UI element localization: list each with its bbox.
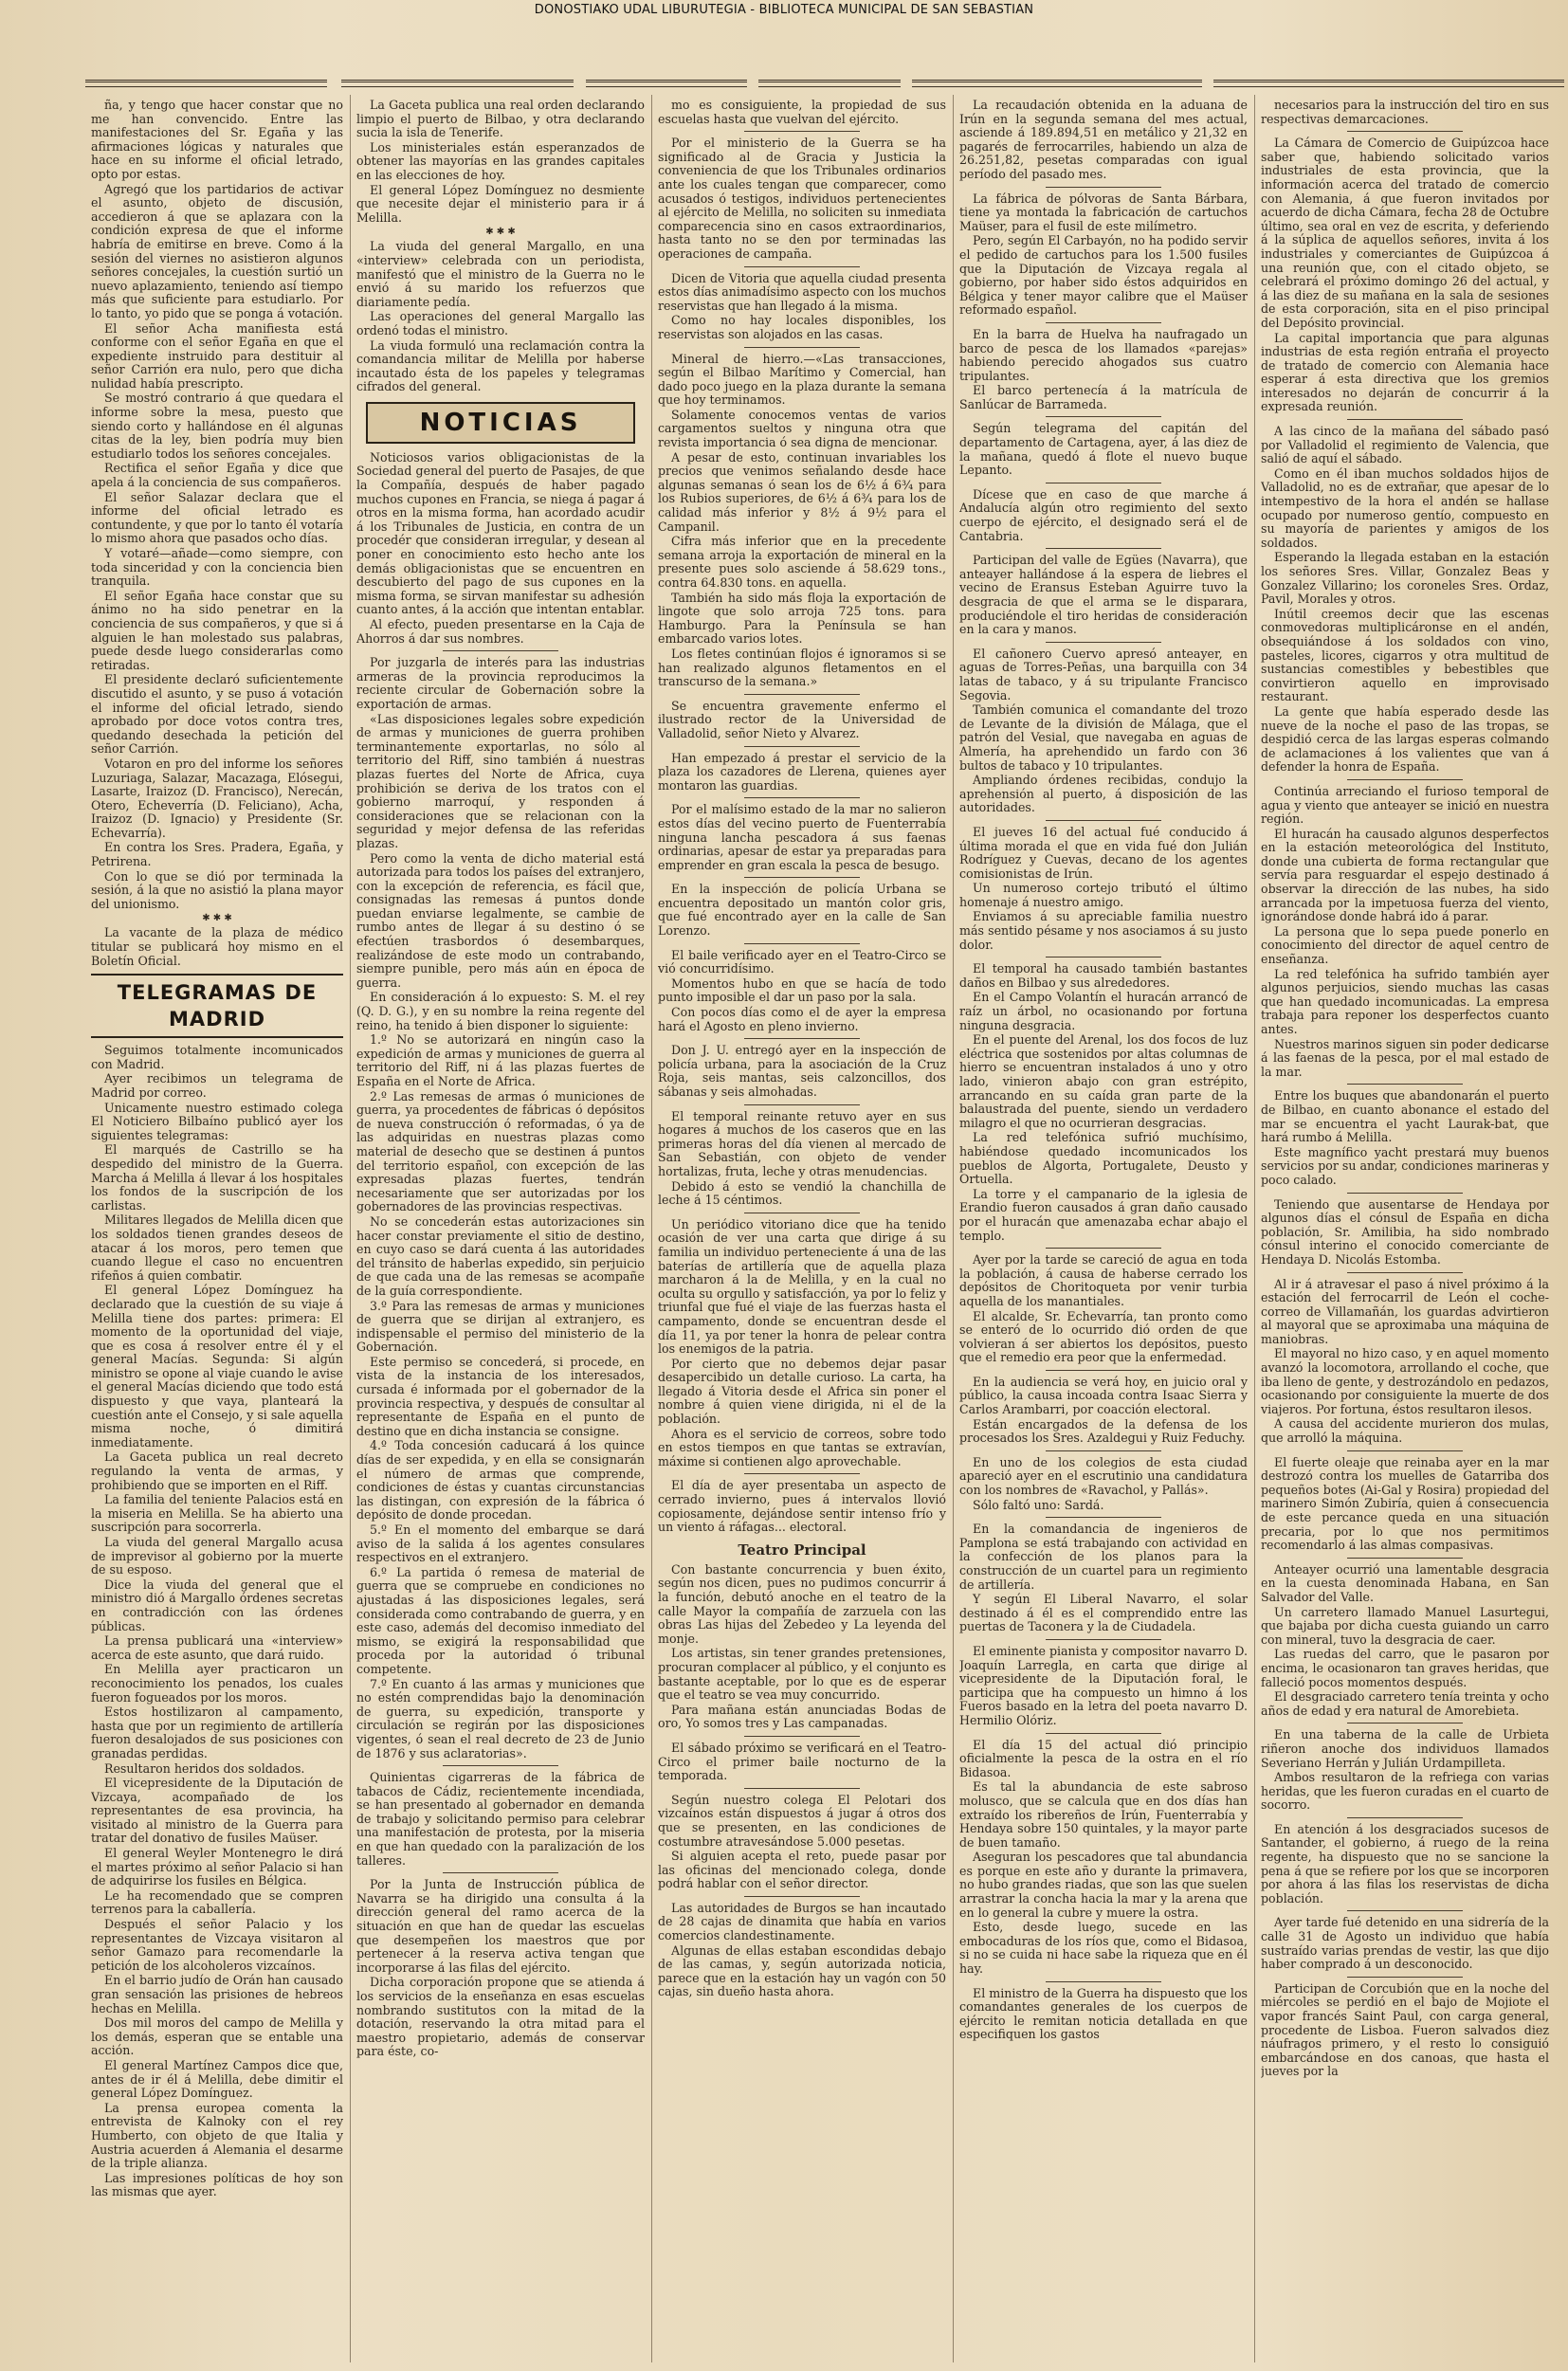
paragraph: Pero como la venta de dicho material está autorizada para todos los países del extranjero, con la excepción de referencia, es fácil que, consignadas las remesas á puntos donde puedan enviarse legalmente, se cambie de rumbo antes de llegar á su destino ó se efectúen trasbordos ó desembarques, realizándose de este modo un contrabando, siempre punible, pero más aún en época de guerra. [356, 850, 645, 990]
separator [744, 943, 860, 944]
paragraph: 2.º Las remesas de armas ó municiones de guerra, ya procedentes de fábricas ó depósitos de nueva construcción ó reformadas, ó ya de las adquiridas en nuestras plazas como material de desecho que se destinen á puntos del territorio español, con excepción de las expresadas plazas fuertes, tendrán necesariamente que ser autorizadas por los gobernadores de las provincias respectivas. [356, 1088, 645, 1214]
paragraph: Teniendo que ausentarse de Hendaya por algunos días el cónsul de España en dicha población, Sr. Amilibia, ha sido nombrado cónsul interino el conocido comerciante de Hendaya D. Nicolás Estomba. [1261, 1196, 1549, 1267]
paragraph: Dos mil moros del campo de Melilla y los demás, esperan que se entable una acción. [91, 2015, 343, 2058]
separator [744, 694, 860, 695]
paragraph: Entre los buques que abandonarán el puerto de Bilbao, en cuanto abonance el estado del mar se encuentra el yacht Laurak-bat, que hará rumbo á Melilla. [1261, 1088, 1549, 1145]
paragraph: Dicha corporación propone que se atienda á los servicios de la enseñanza en esas escuelas nombrando sustitutos con la mitad de la dotación, reservando la otra mitad para el maestro propietario, además de conservar para éste, co- [356, 1975, 645, 2059]
separator [1347, 1977, 1463, 1978]
column-rule [953, 95, 954, 2362]
teatro-principal-heading: Teatro Principal [738, 1541, 866, 1559]
paragraph: Por la Junta de Instrucción pública de Navarra se ha dirigido una consulta á la dirección general del ramo acerca de la situación en que han de quedar las escuelas que desempeñen los maestros que por pertenecer á la reserva activa tengan que incorporarse á las filas del ejército. [356, 1877, 645, 1975]
paragraph: En la audiencia se verá hoy, en juicio oral y público, la causa incoada contra Isaac Sierra y Carlos Arambarri, por coacción electoral. [959, 1374, 1248, 1417]
paragraph: La torre y el campanario de la iglesia de Erandio fueron causados á gran daño causado por el huracán que amenazaba echar abajo el templo. [959, 1186, 1248, 1243]
column-4 [959, 99, 1248, 2362]
paragraph: Según telegrama del capitán del departamento de Cartagena, ayer, á las diez de la mañana, quedó á flote el nuevo buque Lepanto. [959, 421, 1248, 478]
separator [1347, 1450, 1463, 1451]
separator [1046, 187, 1161, 188]
paragraph: Con lo que se dió por terminada la sesión, á la que no asistió la plana mayor del unionismo. [91, 868, 343, 911]
paragraph: En el Campo Volantín el huracán arrancó de raíz un árbol, no ocasionando por fortuna ninguna desgracia. [959, 990, 1248, 1032]
paragraph: Pero, según El Carbayón, no ha podido servir el pedido de cartuchos para los 1.500 fusiles que la Diputación de Vizcaya regala al gobierno, por haber sido éstos adquiridos en Bélgica y tener mayor calibre que el Maüser reformado español. [959, 233, 1248, 318]
paragraph: 4.º Toda concesión caducará á los quince días de ser expedida, y en ella se consignarán el número de armas que comprende, condiciones de éstas y cuantas circunstancias las distingan, con expresión de la fábrica ó depósito de donde procedan. [356, 1438, 645, 1523]
paragraph: Ayer recibimos un telegrama de Madrid por correo. [91, 1071, 343, 1100]
paragraph: El eminente pianista y compositor navarro D. Joaquín Larregla, en carta que dirige al vicepresidente de la Diputación foral, le participa que ha compuesto un himno á los Fueros basado en la letra del poeta navarro D. Hermilio Olóriz. [959, 1643, 1248, 1727]
paragraph: Y votaré—añade—como siempre, con toda sinceridad y con la conciencia bien tranquila. [91, 546, 343, 589]
paragraph: Han empezado á prestar el servicio de la plaza los cazadores de Llerena, quienes ayer montaron las guardias. [658, 750, 946, 793]
paragraph: Con pocos días como el de ayer la empresa hará el Agosto en pleno invierno. [658, 1005, 946, 1033]
separator [1347, 1084, 1463, 1085]
paragraph: El día 15 del actual dió principio oficialmente la pesca de la ostra en el río Bidasoa. [959, 1737, 1248, 1779]
separator [744, 746, 860, 747]
paragraph: La viuda formuló una reclamación contra la comandancia militar de Melilla por haberse incautado ésta de los papeles y telegramas cifrados del general. [356, 337, 645, 394]
column-rule [651, 95, 652, 2362]
paragraph: La Cámara de Comercio de Guipúzcoa hace saber que, habiendo solicitado varios industriales de esta provincia, que la información acerca del tratado de comercio con Alemania, á que fueron invitados por acuerdo de dicha Cámara, fecha 28 de Octubre último, sea oral en vez de escrita, y deferiendo á la súplica de aquellos señores, invita á los industriales y comerciantes de Guipúzcoa á una reunión que, con el citado objeto, se celebrará el próximo domingo 26 del actual, y á las diez de su mañana en la sala de sesiones de esta corporación, sita en el piso principal del Depósito provincial. [1261, 136, 1549, 330]
paragraph: Esto, desde luego, sucede en las embocaduras de los ríos que, como el Bidasoa, si no se cuida ni hace sabe la riqueza que en él hay. [959, 1920, 1248, 1977]
column-rule [1254, 95, 1255, 2362]
paragraph: Por el malísimo estado de la mar no salieron estos días del vecino puerto de Fuenterrabía ninguna lancha pescadora á sus faenas ordinarias, apesar de estar ya preparadas para emprender en gran escala la pesca de besugo. [658, 802, 946, 872]
paragraph: 7.º En cuanto á las armas y municiones que no estén comprendidas bajo la denominación de guerra, su expedición, transporte y circulación se regirán por las disposiciones vigentes, ó sean el real decreto de 23 de Junio de 1876 y sus aclaratorias». [356, 1676, 645, 1760]
paragraph: También comunica el comandante del trozo de Levante de la división de Málaga, que el patrón del Vesial, que navegaba en aguas de Almería, ha aprehendido un fardo con 36 bultos de tabaco y 10 tripulantes. [959, 702, 1248, 773]
paragraph: ña, y tengo que hacer constar que no me han convencido. Entre las manifestaciones del Sr. Egaña y las afirmaciones lógicas y naturales que hace en su informe el oficial letrado, opto por estas. [91, 99, 343, 181]
separator [744, 347, 860, 348]
paragraph: La familia del teniente Palacios está en la miseria en Melilla. Se ha abierto una suscripción para socorrerla. [91, 1492, 343, 1535]
separator [744, 1473, 860, 1474]
paragraph: Rectifica el señor Egaña y dice que apela á la conciencia de sus compañeros. [91, 461, 343, 490]
separator [1046, 1981, 1161, 1982]
separator [744, 797, 860, 798]
paragraph: No se concederán estas autorizaciones sin hacer constar previamente el sitio de destino, en cuyo caso se dará cuenta á las autoridades del tránsito de haberlas expedido, sin perjuicio de que cada una de las remesas se acompañe de la guía correspondiente. [356, 1213, 645, 1298]
paragraph: Aseguran los pescadores que tal abundancia es porque en este año y durante la primavera, no hubo grandes riadas, que son las que suelen arrastrar la concha hacia la mar y la arena que en lo general la cubre y muere la ostra. [959, 1850, 1248, 1920]
paragraph: mo es consiguiente, la propiedad de sus escuelas hasta que vuelvan del ejército. [658, 99, 946, 126]
separator [1046, 548, 1161, 549]
separator [744, 1104, 860, 1105]
paragraph: Los artistas, sin tener grandes pretensiones, procuran complacer al público, y el conjunto es bastante aceptable, por lo que es de esperar que el teatro se vea muy concurrido. [658, 1646, 946, 1703]
paragraph: El ministro de la Guerra ha dispuesto que los comandantes generales de los cuerpos de ejército le remitan noticia detallada en que especifiquen los gastos [959, 1985, 1248, 2042]
separator [1046, 1733, 1161, 1734]
paragraph: En el puente del Arenal, los dos focos de luz eléctrica que sostenidos por altas columnas de hierro se encuentran instalados á uno y otro lado, vinieron abajo con gran estrépito, arrancando en su caída gran parte de la balaustrada del puente, siendo un verdadero milagro el que no ocurrieran desgracias. [959, 1032, 1248, 1130]
separator [744, 1736, 860, 1737]
separator [1046, 322, 1161, 323]
paragraph: La vacante de la plaza de médico titular se publicará hoy mismo en el Boletín Oficial. [91, 925, 343, 968]
paragraph: Los fletes continúan flojos é ignoramos si se han realizado algunos fletamentos en el transcurso de la semana.» [658, 646, 946, 689]
paragraph: Esperando la llegada estaban en la estación los señores Sres. Villar, Gonzalez Beas y Gonzalez Villarino; los coroneles Sres. Ordaz, Pavil, Morales y otros. [1261, 550, 1549, 607]
separator [744, 266, 860, 267]
paragraph: Un numeroso cortejo tributó el último homenaje á nuestro amigo. [959, 881, 1248, 909]
paragraph: Votaron en pro del informe los señores Luzuriaga, Salazar, Macazaga, Elósegui, Lasarte, Iraizoz (D. Francisco), Nerecán, Otero, Echeverría (D. Feliciano), Acha, Iraizoz (D. Ignacio) y Presidente (Sr. Echevarría). [91, 756, 343, 840]
paragraph: Sólo faltó uno: Sardá. [973, 1497, 1104, 1512]
paragraph: La Gaceta publica una real orden declarando limpio el puerto de Bilbao, y otra declarando sucia la isla de Tenerife. [356, 99, 645, 140]
paragraph: Y según El Liberal Navarro, el solar destinado á él es el comprendido entre las puertas de Taconera y la de Ciudadela. [959, 1592, 1248, 1634]
paragraph: Dice la viuda del general que el ministro dió á Margallo órdenes secretas en contradicción con las órdenes públicas. [91, 1577, 343, 1633]
paragraph: Debido á esto se vendió la chanchilla de leche á 15 céntimos. [658, 1178, 946, 1208]
separator [1347, 1272, 1463, 1273]
column-2 [356, 99, 645, 2362]
paragraph: Un periódico vitoriano dice que ha tenido ocasión de ver una carta que dirige á su familia un individuo perteneciente á una de las baterías de artillería que de aquella plaza marcharon á la de Melilla, y en la cual no oculta su orgullo y satisfacción, ya por lo feliz y triunfal que fué el viaje de las fuerzas hasta el campamento, donde se encuentran desde el día 11, ya por tener la honra de pelear contra los enemigos de la patria. [658, 1216, 946, 1357]
paragraph: Enviamos á su apreciable familia nuestro más sentido pésame y nos asociamos á su justo dolor. [959, 909, 1248, 952]
paragraph: El barco pertenecía á la matrícula de Sanlúcar de Barrameda. [959, 383, 1248, 411]
paragraph: Con bastante concurrencia y buen éxito, según nos dicen, pues no pudimos concurrir á la función, debutó anoche en el teatro de la calle Mayor la compañía de zarzuela con las obras Las hijas del Zebedeo y La leyenda del monje. [658, 1561, 946, 1646]
paragraph: La gente que había esperado desde las nueve de la noche el paso de las tropas, se despidió cerca de las largas esperas colmando de aclamaciones á los valientes que van á defender la honra de España. [1261, 703, 1549, 775]
paragraph: El temporal ha causado también bastantes daños en Bilbao y sus alrededores. [959, 961, 1248, 990]
paragraph: Nuestros marinos siguen sin poder dedicarse á las faenas de la pesca, por el mal estado de la mar. [1261, 1036, 1549, 1079]
paragraph: Estos hostilizaron al campamento, hasta que por un regimiento de artillería fueron desalojados de sus posiciones con granadas perdidas. [91, 1705, 343, 1760]
paragraph: Continúa arreciando el furioso temporal de agua y viento que anteayer se inició en nuestra región. [1261, 783, 1549, 827]
paragraph: Al ir á atravesar el paso á nivel próximo á la estación del ferrocarril de León el coche-correo de Villamañán, los guardas advirtieron al mayoral que se aproximaba una máquina de maniobras. [1261, 1276, 1549, 1346]
separator [744, 877, 860, 878]
paragraph: El desgraciado carretero tenía treinta y ocho años de edad y era natural de Amorebieta. [1261, 1689, 1549, 1718]
paragraph: La Gaceta publica un real decreto regulando la venta de armas, y prohibiendo que se importen en el Riff. [91, 1450, 343, 1492]
column-rule [350, 95, 351, 2362]
paragraph: Cifra más inferior que en la precedente semana arroja la exportación de mineral en la presente pues solo asciende á 58.629 tons., contra 64.830 tons. en aquella. [658, 534, 946, 590]
paragraph: Por el ministerio de la Guerra se ha significado al de Gracia y Justicia la conveniencia de que los Tribunales ordinarios ante los cuales tengan que comparecer, como acusados ó testigos, individuos pertenecientes al ejército de Melilla, no soliciten su inmediata comparecencia sino en casos extraordinarios, hasta tanto no se den por terminadas las operaciones de campaña. [658, 136, 946, 261]
paragraph: Este permiso se concederá, si procede, en vista de la instancia de los interesados, cursada é informada por el gobernador de la provincia respectiva, y después de consultar al representante de España en el punto de destino que en dicha instancia se consigne. [356, 1354, 645, 1438]
paragraph: Después el señor Palacio y los representantes de Vizcaya visitaron al señor Gamazo para recomendarle la petición de los alcoholeros vizcaínos. [91, 1917, 343, 1973]
paragraph: A pesar de esto, continuan invariables los precios que venimos señalando desde hace algunas semanas ó sean los de 6½ á 6¾ para los Rubios superiores, de 6½ á 6¾ para los de calidad más inferior y 8½ á 9½ para el Campanil. [658, 449, 946, 534]
star-separator: ✱ ✱ ✱ [485, 227, 516, 238]
paragraph: El cañonero Cuervo apresó anteayer, en aguas de Torres-Peñas, una barquilla con 34 latas de tabaco, y á su tripulante Francisco Segovia. [959, 646, 1248, 702]
separator [443, 1765, 558, 1766]
paragraph: Noticiosos varios obligacionistas de la Sociedad general del puerto de Pasajes, de que la Compañía, después de haber pagado muchos cupones en Francia, se niega á pagar á otros en la misma forma, han acordado acudir á los Tribunales de Justicia, en contra de un procedér que consideran irregular, y desean al poner en conocimiento esto hecho ante los demás obligacionistas que se encuentren en descubierto del pago de sus cupones en la misma forma, se sirvan manifestar su adhesión cuanto antes, á la acción que intentan entablar. [356, 449, 645, 617]
column-3 [658, 99, 946, 2362]
star-separator: ✱ ✱ ✱ [202, 913, 232, 924]
separator [1347, 1817, 1463, 1818]
paragraph: Dícese que en caso de que marche á Andalucía algún otro regimiento del sexto cuerpo de ejército, el designado será el de Cantabria. [959, 486, 1248, 543]
paragraph: El marqués de Castrillo se ha despedido del ministro de la Guerra. Marcha á Melilla á llevar á los hospitales los fondos de la suscripción de los carlistas. [91, 1142, 343, 1213]
paragraph: La viuda del general Margallo, en una «interview» celebrada con un periodista, manifestó que el ministro de la Guerra no le envió á su marido los refuerzos que diariamente pedía. [356, 239, 645, 309]
paragraph: Resultaron heridos dos soldados. [104, 1760, 305, 1776]
paragraph: Según nuestro colega El Pelotari dos vizcaínos están dispuestos á jugar á otros dos que se presenten, en las condiciones de costumbre atravesándose 5.000 pesetas. [658, 1792, 946, 1849]
paragraph: La prensa europea comenta la entrevista de Kalnoky con el rey Humberto, con objeto de que Italia y Austria acuerden á Alemania el desarme de la triple alianza. [91, 2100, 343, 2171]
paragraph: También ha sido más floja la exportación de lingote que solo arroja 725 tons. para Hamburgo. Para la Península se han embarcado varios lotes. [658, 590, 946, 647]
separator [1046, 1248, 1161, 1249]
paragraph: Se encuentra gravemente enfermo el ilustrado rector de la Universidad de Valladolid, señor Nieto y Alvarez. [658, 698, 946, 740]
paragraph: Mineral de hierro.—«Las transacciones, según el Bilbao Marítimo y Comercial, han dado poco juego en la plaza durante la semana que hoy terminamos. [658, 351, 946, 408]
paragraph: Por juzgarla de interés para las industrias armeras de la provincia reproducimos la reciente circular de Gobernación sobre la exportación de armas. [356, 655, 645, 711]
paragraph: 1.º No se autorizará en ningún caso la expedición de armas y municiones de guerra al territorio del Riff, ni á las plazas fuertes de España en el Norte de Africa. [356, 1032, 645, 1088]
paragraph: En la inspección de policía Urbana se encuentra depositado un mantón color gris, que fué encontrado ayer en la calle de San Lorenzo. [658, 882, 946, 939]
paragraph: Dicen de Vitoria que aquella ciudad presenta estos días animadísimo aspecto con los muchos reservistas que han llegado á la misma. [658, 270, 946, 313]
paragraph: En contra los Sres. Pradera, Egaña, y Petrirena. [91, 840, 343, 869]
paragraph: Agregó que los partidarios de activar el asunto, objeto de discusión, accedieron á que se aplazara con la condición expresa de que el informe habría de emitirse en breve. Como á la sesión del viernes no asistieron algunos señores concejales, la cuestión surtió un nuevo aplazamiento, teniendo así tiempo más que suficiente para estudiarlo. Por lo tanto, yo pido que se ponga á votación. [91, 181, 343, 320]
paragraph: En la barra de Huelva ha naufragado un barco de pesca de los llamados «parejas» habiendo perecido ahogados sus cuatro tripulantes. [959, 326, 1248, 383]
paragraph: Ampliando órdenes recibidas, condujo la aprehensión al puerto, á disposición de las autoridades. [959, 773, 1248, 815]
separator [1347, 1193, 1463, 1194]
paragraph: Se mostró contrario á que quedara el informe sobre la mesa, puesto que siendo corto y hallándose en él algunas citas de la ley, bien podría muy bien estudiarlo todos los señores concejales. [91, 391, 343, 461]
paragraph: necesarios para la instrucción del tiro en sus respectivas demarcaciones. [1261, 99, 1549, 126]
separator [1046, 1639, 1161, 1640]
separator [744, 1788, 860, 1789]
noticias-headline: NOTICIAS [366, 402, 635, 444]
paragraph: Algunas de ellas estaban escondidas debajo de las camas, y, según autorizada noticia, parece que en la estación hay un vagón con 50 cajas, sin dueño hasta ahora. [658, 1942, 946, 1999]
paragraph: Solamente conocemos ventas de varios cargamentos sueltos y ninguna otra que revista importancia ó sea digna de mencionar. [658, 407, 946, 450]
paragraph: Unicamente nuestro estimado colega El Noticiero Bilbaíno publicó ayer los siguientes telegramas: [91, 1100, 343, 1142]
paragraph: El general López Domínguez ha declarado que la cuestión de su viaje á Melilla tiene dos partes: primera: El momento de la oportunidad del viaje, que es cosa á resolver entre él y el general Macías. Segunda: Si algún ministro se opone al viaje cuando le avise el general Macías diciendo que todo está dispuesto y que vaya, planteará la cuestión ante el Consejo, y si sale aquella misma noche, ó dimitirá inmediatamente. [91, 1283, 343, 1450]
paragraph: A causa del accidente murieron dos mulas, que arrolló la máquina. [1261, 1416, 1549, 1446]
paragraph: El general López Domínguez no desmiente que necesite dejar el ministerio para ir á Melilla. [356, 182, 645, 225]
paragraph: 6.º La partida ó remesa de material de guerra que se compruebe en condiciones no ajustadas á las disposiciones legales, será considerada como contrabando de guerra, y en este caso, además del decomiso inmediato del mismo, se exigirá la responsabilidad que proceda por la autoridad ó tribunal competente. [356, 1564, 645, 1676]
paragraph: La red telefónica ha sufrido también ayer algunos perjuicios, siendo muchas las casas que han quedado incomunicadas. La empresa trabaja para reponer los desperfectos cuanto antes. [1261, 966, 1549, 1036]
paragraph: El alcalde, Sr. Echevarría, tan pronto como se enteró de lo ocurrido dió orden de que volvieran á ser abiertos los depósitos, puesto que el remedio era peor que la enfermedad. [959, 1308, 1248, 1365]
paragraph: Este magnífico yacht prestará muy buenos servicios por su andar, condiciones marineras y poco calado. [1261, 1144, 1549, 1187]
paragraph: Al efecto, pueden presentarse en la Caja de Ahorros á dar sus nombres. [356, 617, 645, 646]
paragraph: 3.º Para las remesas de armas y municiones de guerra que se dirijan al extranjero, es indispensable el permiso del ministerio de la Gobernación. [356, 1298, 645, 1355]
paragraph: La prensa publicará una «interview» acerca de este asunto, que dará ruido. [91, 1633, 343, 1662]
paragraph: El sábado próximo se verificará en el Teatro-Circo el primer baile nocturno de la temporada. [658, 1740, 946, 1783]
separator [1046, 1517, 1161, 1518]
separator [1347, 1558, 1463, 1559]
paragraph: Anteayer ocurrió una lamentable desgracia en la cuesta denominada Habana, en San Salvador del Valle. [1261, 1561, 1549, 1604]
paragraph: El jueves 16 del actual fué conducido á última morada el que en vida fué don Julián Rodríguez y Cuevas, decano de los agentes comisionistas de Irún. [959, 824, 1248, 881]
paragraph: El presidente declaró suficientemente discutido el asunto, y se puso á votación el informe del oficial letrado, siendo aprobado por doce votos contra tres, quedando desechada la petición del señor Carrión. [91, 672, 343, 757]
paragraph: La red telefónica sufrió muchísimo, habiéndose quedado incomunicados los pueblos de Algorta, Portugalete, Deusto y Ortuella. [959, 1130, 1248, 1187]
paragraph: Ahora es el servicio de correos, sobre todo en estos tiempos en que tantas se extravían, máxime si contienen algo aprovechable. [658, 1426, 946, 1468]
paragraph: Las operaciones del general Margallo las ordenó todas el ministro. [356, 309, 645, 337]
paragraph: Las autoridades de Burgos se han incautado de 28 cajas de dinamita que había en varios comercios clandestinamente. [658, 1900, 946, 1943]
paragraph: Militares llegados de Melilla dicen que los soldados tienen grandes deseos de atacar á los moros, pero temen que cuando llegue el caso no encuentren rifeños á quien combatir. [91, 1213, 343, 1283]
library-header: DONOSTIAKO UDAL LIBURUTEGIA - BIBLIOTECA MUNICIPAL DE SAN SEBASTIAN [534, 3, 1034, 17]
separator [443, 1872, 558, 1873]
separator [1347, 1723, 1463, 1724]
paragraph: El fuerte oleaje que reinaba ayer en la mar destrozó contra los muelles de Gatarriba dos pequeños botes (Ai-Gal y Rosira) propiedad del marinero Simón Zubiría, quien á consecuencia de este percance queda en una situación precaria, por lo que nos permitimos recomendarlo á las almas compasivas. [1261, 1454, 1549, 1553]
paragraph: Un carretero llamado Manuel Lasurtegui, que bajaba por dicha cuesta guiando un carro con mineral, tuvo la desgracia de caer. [1261, 1604, 1549, 1647]
separator [1347, 1910, 1463, 1911]
paragraph: «Las disposiciones legales sobre expedición de armas y municiones de guerra prohiben terminantemente exportarlas, no sólo al territorio del Riff, sino también á nuestras plazas fuertes del Norte de Africa, cuya prohibición se deriva de los tratos con el gobierno marroquí, y responden á consideraciones que se relacionan con la seguridad y mejor defensa de las referidas plazas. [356, 711, 645, 850]
paragraph: Participan de Corcubión que en la noche del miércoles se perdió en el bajo de Mojiote el vapor francés Saint Paul, con carga general, procedente de Lisboa. Fueron salvados diez náufragos primero, y el resto lo consiguió embarcándose en dos canoas, que hasta el jueves por la [1261, 1980, 1549, 2079]
separator [1046, 1450, 1161, 1451]
paragraph: En una taberna de la calle de Urbieta riñeron anoche dos individuos llamados Severiano Herrán y Julián Urdampilleta. [1261, 1727, 1549, 1770]
paragraph: Las ruedas del carro, que le pasaron por encima, le ocasionaron tan graves heridas, que falleció pocos momentos después. [1261, 1647, 1549, 1689]
paragraph: El huracán ha causado algunos desperfectos en la estación meteorológica del Instituto, donde una cubierta de forma rectangular que servía para resguardar el espejo destinado á observar la dirección de las nubes, ha sido arrancada por la impetuosa fuerza del viento, ignorándose donde habrá ido á parar. [1261, 826, 1549, 924]
paragraph: Es tal la abundancia de este sabroso molusco, que se calcula que en dos días han extraído los ribereños de Irún, Fuenterrabía y Hendaya sobre 150 quintales, y la mayor parte de buen tamaño. [959, 1779, 1248, 1850]
column-1 [91, 99, 343, 2362]
paragraph: El señor Salazar declara que el informe del oficial letrado es contundente, y que por lo tanto él votaría lo mismo ahora que pasados ocho días. [91, 489, 343, 546]
paragraph: En el barrio judío de Orán han causado gran sensación las prisiones de hebreos hechas en Melilla. [91, 1973, 343, 2015]
paragraph: Las impresiones políticas de hoy son las mismas que ayer. [91, 2170, 343, 2199]
paragraph: Los ministeriales están esperanzados de obtener las mayorías en las grandes capitales en las elecciones de hoy. [356, 139, 645, 182]
paragraph: Si alguien acepta el reto, puede pasar por las oficinas del mencionado colega, donde podrá hablar con el señor director. [658, 1849, 946, 1891]
separator [744, 1896, 860, 1897]
telegramas-headline: TELEGRAMAS DE MADRID [91, 974, 343, 1038]
paragraph: En uno de los colegios de esta ciudad apareció ayer en el escrutinio una candidatura con los nombres de «Ravachol, y Pallás». [959, 1454, 1248, 1498]
paragraph: Ambos resultaron de la refriega con varias heridas, que les fueron curadas en el cuarto de socorro. [1261, 1770, 1549, 1813]
separator [1046, 820, 1161, 821]
paragraph: Participan del valle de Egües (Navarra), que anteayer hallándose á la espera de liebres el vecino de Eransus Esteban Aguirre tuvo la desgracia de que el arma se le disparara, produciéndole el tiro heridas de consideración en la cara y manos. [959, 553, 1248, 637]
paragraph: El mayoral no hizo caso, y en aquel momento avanzó la locomotora, arrollando el coche, que iba lleno de gente, y destrozándolo en pedazos, ocasionando por consiguiente la muerte de dos viajeros. Por fortuna, éstos resultaron ilesos. [1261, 1346, 1549, 1416]
paragraph: Ayer tarde fué detenido en una sidrería de la calle 31 de Agosto un individuo que había sustraído varias prendas de vestir, las que dijo haber comprado á un desconocido. [1261, 1915, 1549, 1972]
paragraph: La persona que lo sepa puede ponerlo en conocimiento del director de aquel centro de enseñanza. [1261, 923, 1549, 967]
separator [1046, 1370, 1161, 1371]
paragraph: En la comandancia de ingenieros de Pamplona se está trabajando con actividad en la confección de los planos para la construcción de un cuartel para un regimiento de artillería. [959, 1522, 1248, 1592]
paragraph: Don J. U. entregó ayer en la inspección de policía urbana, para la asociación de la Cruz Roja, seis mantas, seis calzoncillos, dos sábanas y seis almohadas. [658, 1043, 946, 1099]
paragraph: La fábrica de pólvoras de Santa Bárbara, tiene ya montada la fabricación de cartuchos Maüser, para el fusil de este milímetro. [959, 191, 1248, 233]
paragraph: La recaudación obtenida en la aduana de Irún en la segunda semana del mes actual, asciende á 189.894,51 en metálico y 21,32 en pagarés de ferrocarriles, habiendo un alza de 26.251,82, pesetas comparadas con igual período del pasado mes. [959, 99, 1248, 181]
paragraph: Están encargados de la defensa de los procesados los Sres. Azaldegui y Ruiz Feduchy. [959, 1416, 1248, 1446]
top-rule-band [85, 80, 1564, 91]
separator [744, 1038, 860, 1039]
separator [1046, 642, 1161, 643]
separator [744, 131, 860, 132]
paragraph: Le ha recomendado que se compren terrenos para la caballería. [91, 1888, 343, 1917]
paragraph: La capital importancia que para algunas industrias de esta región entraña el proyecto de tratado de comercio con Alemania hace esperar á esta directiva que los gremios interesados no dejarán de concurrir á la expresada reunión. [1261, 330, 1549, 414]
paragraph: Para mañana están anunciadas Bodas de oro, Yo somos tres y Las campanadas. [658, 1702, 946, 1731]
separator [1046, 416, 1161, 417]
paragraph: El señor Acha manifiesta está conforme con el señor Egaña en que el expediente instruido para destituir al señor Carrión era nulo, pero que dicha nulidad había prescripto. [91, 320, 343, 391]
paragraph: Como no hay locales disponibles, los reservistas son alojados en las casas. [658, 313, 946, 341]
paragraph: En atención á los desgraciados sucesos de Santander, el gobierno, á ruego de la reina regente, ha dispuesto que no se sancione la pena á que se refiere por los que se incorporen por ahora á las filas los reservistas de dicha población. [1261, 1821, 1549, 1906]
separator [1347, 779, 1463, 780]
paragraph: Como en él iban muchos soldados hijos de Valladolid, no es de extrañar, que apesar de lo intempestivo de la hora el andén se hallase ocupado por numeroso gentío, compuesto en su mayoría de parientes y amigos de los soldados. [1261, 465, 1549, 550]
separator [1046, 957, 1161, 958]
separator [1347, 131, 1463, 132]
paragraph: En consideración á lo expuesto: S. M. el rey (Q. D. G.), y en su nombre la reina regente del reino, ha tenido á bien disponer lo siguiente: [356, 990, 645, 1032]
paragraph: A las cinco de la mañana del sábado pasó por Valladolid el regimiento de Valencia, que salió de aquí el sábado. [1261, 424, 1549, 466]
paragraph: Momentos hubo en que se hacía de todo punto imposible el dar un paso por la sala. [658, 976, 946, 1005]
paragraph: Quinientas cigarreras de la fábrica de tabacos de Cádiz, recientemente incendiada, se han presentado al gobernador en demanda de trabajo y solicitando permiso para celebrar una manifestación de protesta, por la miseria en que han quedado con la paralización de los talleres. [356, 1770, 645, 1868]
paragraph: El general Weyler Montenegro le dirá el martes próximo al señor Palacio si han de adquirirse los fusiles en Bélgica. [91, 1846, 343, 1888]
paragraph: La viuda del general Margallo acusa de imprevisor al gobierno por la muerte de su esposo. [91, 1535, 343, 1578]
paragraph: El general Martínez Campos dice que, antes de ir él á Melilla, debe dimitir el general López Domínguez. [91, 2057, 343, 2101]
paragraph: El día de ayer presentaba un aspecto de cerrado invierno, pues á intervalos llovió copiosamente, dejándose sentir intenso frío y un viento á ráfagas... electoral. [658, 1478, 946, 1535]
separator [443, 650, 558, 651]
paragraph: Ayer por la tarde se careció de agua en toda la población, á causa de haberse cerrado los depósitos de Choritoqueta por venir turbia aquella de los manantiales. [959, 1252, 1248, 1308]
separator [1347, 419, 1463, 420]
paragraph: El señor Egaña hace constar que su ánimo no ha sido penetrar en la conciencia de sus compañeros, y que si á alguien le han molestado sus palabras, puede desde luego considerarlas como retiradas. [91, 588, 343, 672]
column-5 [1261, 99, 1549, 2362]
paragraph: Por cierto que no debemos dejar pasar desapercibido un detalle curioso. La carta, ha llegado á Vitoria desde el Africa sin poner el nombre á quien viene dirigida, ni el de la población. [658, 1356, 946, 1427]
paragraph: Seguimos totalmente incomunicados con Madrid. [91, 1043, 343, 1071]
paragraph: El temporal reinante retuvo ayer en sus hogares á muchos de los caseros que en las primeras horas del día vienen al mercado de San Sebastián, con objeto de vender hortalizas, fruta, leche y otras menudencias. [658, 1108, 946, 1178]
paragraph: El vicepresidente de la Diputación de Vizcaya, acompañado de los representantes de esa provincia, ha visitado al ministro de la Guerra para tratar del donativo de fusiles Maüser. [91, 1776, 343, 1846]
paragraph: Inútil creemos decir que las escenas conmovedoras multiplicáronse en el andén, obsequiándose á los soldados con vino, pasteles, licores, cigarros y otra multitud de sustancias comestibles y bebestibles que convirtieron aquello en improvisado restaurant. [1261, 606, 1549, 704]
paragraph: 5.º En el momento del embarque se dará aviso de la salida á los agentes consulares respectivos en el extranjero. [356, 1523, 645, 1565]
paragraph: El baile verificado ayer en el Teatro-Circo se vió concurridísimo. [658, 947, 946, 976]
paragraph: En Melilla ayer practicaron un reconocimiento los penados, los cuales fueron fogueados por los moros. [91, 1662, 343, 1705]
